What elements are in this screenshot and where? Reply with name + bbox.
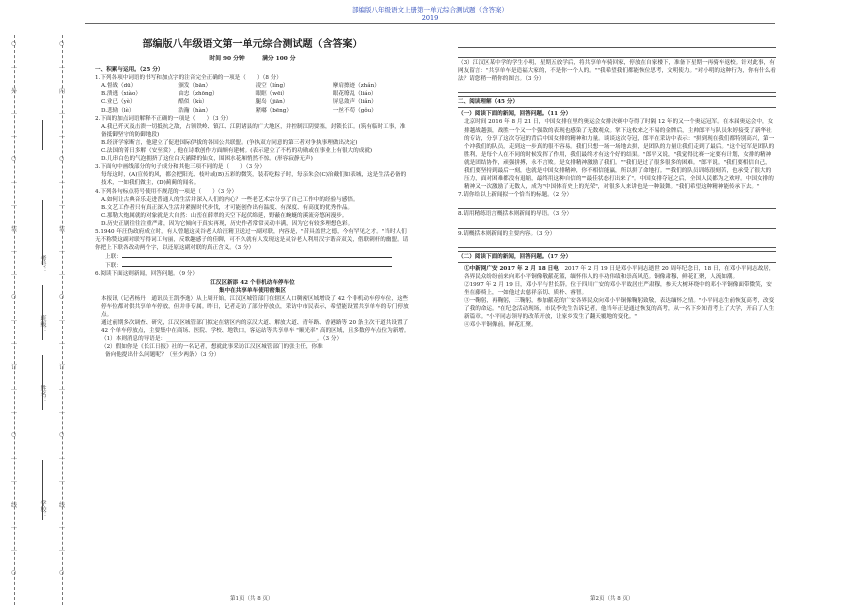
seal-glyph: … bbox=[59, 178, 65, 185]
seal-glyph: 装 bbox=[59, 226, 66, 233]
question-9: 9.请概括本则新闻的主要内容。（3 分） bbox=[458, 230, 556, 237]
option: 眼眶（wēi） bbox=[255, 91, 288, 98]
seal-glyph: … bbox=[11, 63, 17, 70]
seal-glyph: … bbox=[59, 109, 65, 116]
seal-glyph: … bbox=[59, 247, 65, 254]
seal-glyph: … bbox=[11, 546, 17, 553]
page-footer-left: 第1页（共 8 页） bbox=[230, 596, 274, 602]
reading-1-article: 北京时间 2016 年 8 月 21 日，中国女排在里约奥运会女排决赛中夺得了时隔 12 年的又一个奥运冠军。在本届奥运会中，女排越战越强，战胜一个又一个强敌的表现也感染了无数观众。掌下这枚来之不易的金牌后，主帅郎平与队员朱婷接受了新华社的专访，分享了这次夺冠的背后中国女排的精神和力量。谈谈这次夺冠，郎平在采访中表示："拼到现在我们都特别高兴，第一个冲我们的队员，走到这一步真的很不容易。我们只想一场一场地去拼，是团队的力量让我们走到了最后。"这个冠军是团队的胜利，是每个人在不同的时候发挥了作用，我们最终才有这个好的结果。"郎平又说，"我觉得比赛一定要有计划，女排的精神就是团结协作，顽强拼搏，永不言败。是女排精神激励了我们。""我们是过了很多很多的困难。"郎平说。"我们要相信自己，我们要坚持到最后一刻，也就是中国女排精神，你不相信能赢，所以拼了命地打。""我们的队员训练很刻苦，也承受了很大的压力，面对困难都没有退缩，最终用这种自信的""最佳状态打出来了"。中国女排夺冠之后，全国人民都为之欢呼。中国女排的精神又一次激励了无数人，成为"中国体育史上的光荣"，对很多人来讲也是一种鼓舞。"我们希望这种精神能传承下去。" bbox=[464, 119, 775, 191]
seal-glyph: ○ bbox=[59, 431, 65, 438]
option: 摩肩擦迹（zhǎn） bbox=[332, 83, 380, 90]
option: 紧嘟（bēng） bbox=[255, 107, 292, 114]
couplet-lower-row bbox=[95, 261, 410, 270]
question-7: 7.请你给以上新闻拟一个恰当的标题。（2 分） bbox=[458, 192, 573, 199]
news-headline: 江汉区新添 42 个非机动车停车位 bbox=[210, 279, 295, 286]
reading-2-paragraph-4: ④邓小平铜像前，鲜花汇聚。 bbox=[464, 322, 537, 329]
seal-glyph: … bbox=[59, 316, 65, 323]
seal-glyph: ○ bbox=[59, 293, 65, 300]
name-label: 姓名： bbox=[39, 385, 46, 403]
school-line bbox=[42, 460, 43, 520]
seal-glyph: … bbox=[59, 63, 65, 70]
question-8: 8.请用精练语言概括本则新闻的导语。（3 分） bbox=[458, 211, 573, 218]
paper-title: 部编版八年级语文第一单元综合测试题（含答案） bbox=[142, 39, 363, 50]
seal-glyph: … bbox=[11, 270, 17, 277]
seal-glyph: ○ bbox=[11, 40, 17, 47]
exam-number-label: 考号： bbox=[39, 255, 46, 273]
option: 腿岛（jiān） bbox=[255, 99, 289, 106]
seal-glyph: ○ bbox=[11, 431, 17, 438]
answer-line[interactable] bbox=[458, 84, 776, 93]
option: 眼花缭乱（liáo） bbox=[332, 91, 377, 98]
q2-option-b: B.经济学家断言，他建立了促进国际伊拔的各国公共联盟。(争执双方同意的第三者对争执事理做出决定) bbox=[101, 139, 358, 146]
reading-1-heading: （一）阅读下面的新闻，回答问题。（11 分） bbox=[458, 111, 572, 118]
header-year: 2019 bbox=[421, 14, 439, 22]
seal-glyph: … bbox=[59, 523, 65, 530]
seal-glyph: … bbox=[11, 523, 17, 530]
question-2: 2.下面的加点词语解释不正确的一项是（ ）（3 分） bbox=[95, 115, 232, 122]
seal-glyph: ○ bbox=[59, 40, 65, 47]
option: 由忠（zhōng） bbox=[178, 91, 218, 98]
option: 凌空（líng） bbox=[255, 83, 289, 90]
class-label: 班级： bbox=[39, 315, 46, 333]
seal-glyph: 内 bbox=[59, 88, 66, 95]
exam-number-line bbox=[42, 200, 43, 265]
reading-2-paragraph-3: ③一鞠躬，再鞠躬，三鞠躬，参加献花的广安各界民众向邓小平铜像鞠躬致敬，表达缅怀之情。"小平同志生前恢复高考，改变了我的命运。"在纪念活动现场，市民李先生告诉记者，他当年正是通过恢复的高考，从一名下乡知青考上了大学，开启了人生新篇章。"小平同志领导的改革开放，让家乡发生了翻天覆地的变化。" bbox=[464, 298, 775, 321]
answer-line[interactable] bbox=[458, 39, 776, 48]
option: 颁发（bān） bbox=[178, 83, 212, 90]
question-6: 6.阅读下面这则新闻，回答问题。（9 分） bbox=[95, 271, 198, 278]
question-4: 4.下列各句标点符号使用不规范的一项是（ ）（3 分） bbox=[95, 188, 238, 195]
q2-option-c: C.法国的菁日多解（安至赏）, 他在诗歌创作方面颇有建树。(表示建立了不朽的功勋或在事业上有很大的成就) bbox=[101, 148, 373, 155]
header-text bbox=[0, 6, 860, 22]
option: B.溃逃（xiào） bbox=[101, 91, 141, 98]
q6-subquestion-2-cont: 备向他提出什么问题呢？（至少两条）（3 分） bbox=[105, 352, 220, 359]
q3-passage: 每每这时，(A)宣传的风，都会把阳光、枝叶或(B)五彩的微笑，装若吃粽子时，每亲朱会(C)治戴们如表城，这是生活必备的技术，一如我们做主，(D)蔺蔺的闻名。 bbox=[101, 172, 407, 187]
name-line bbox=[42, 355, 43, 410]
seal-glyph: … bbox=[59, 385, 65, 392]
question-3: 3.下面句中画线部分的句子成分和其他三项不同的是（ ）（3 分） bbox=[95, 164, 266, 171]
seal-glyph: … bbox=[11, 454, 17, 461]
header-rule bbox=[85, 23, 775, 24]
question-1: 1.下列各项中词语的书写和加点字的注音完全正确的一项是（ ）（8 分） bbox=[95, 75, 282, 82]
news-paragraph-1: 本报讯（记者杨丹 通讯员王凯李逸）从上周开始，江汉区城管部门在辖区人口稠密区域增设了 42 个非机动车停车位，这些停车位都对供共享单车停放，但并非专属。昨日，记者走访了部分停放点，采访中市民表示，希望能设置共享单车的专门停放点。 bbox=[101, 295, 409, 318]
seal-glyph: … bbox=[59, 201, 65, 208]
seal-glyph: … bbox=[59, 454, 65, 461]
seal-glyph: ○ bbox=[59, 569, 65, 576]
q4-option-b: B.文艺工作者只有真正深入生活并紧握时代步伐，才可能创作出有温度、有深度、有高度的优秀作品。 bbox=[101, 204, 354, 211]
seal-glyph: … bbox=[11, 316, 17, 323]
reading-2-paragraph-2: ②1997 年 2 月 19 日，邓小平与世长辞。位于四川广安的邓小平故居庄严肃穆，参天大树环绕中的邓小平铜像面带微笑，安坐在藤椅上，一如他过去慈祥亲切、质朴、睿智。 bbox=[464, 281, 772, 296]
couplet-upper-answer-line[interactable] bbox=[122, 252, 392, 258]
seal-glyph: … bbox=[59, 546, 65, 553]
q1-options-row-d bbox=[95, 107, 410, 115]
q2-option-d: D.几串白色的气泡拥挤了这位白天涵降的仙女，围困水花厢悄然不惊。(形容寂静无声) bbox=[101, 156, 313, 163]
seal-glyph: … bbox=[11, 339, 17, 346]
answer-line[interactable] bbox=[458, 200, 776, 209]
seal-glyph: … bbox=[11, 247, 17, 254]
reading-2-heading: （二）阅读下面的新闻，回答问题。（17 分） bbox=[458, 251, 776, 263]
page-footer-right: 第2页（共 8 页） bbox=[590, 596, 634, 602]
seal-glyph: 订 bbox=[11, 364, 18, 371]
paper-meta: 时间 90 分钟 满分 100 分 bbox=[209, 56, 296, 62]
margin-field-line bbox=[42, 120, 43, 150]
q4-option-a: A.如何让古典音乐走进普通人的生活并深入人们的内心？一些老艺术宗分享了自己工作中的经验与感悟。 bbox=[101, 196, 359, 203]
school-label: 学校： bbox=[39, 500, 46, 518]
couplet-upper-label: 上联： bbox=[105, 254, 122, 261]
seal-glyph: … bbox=[11, 109, 17, 116]
q4-option-d: D.历史正剧往往注重严肃，因为它倾向于真实再现，历史作者常常灵动丰满，因为它有较多理想色彩。 bbox=[101, 220, 354, 227]
seal-glyph: ○ bbox=[11, 569, 17, 576]
seal-glyph: 线 bbox=[11, 502, 18, 509]
question-5: 5.1940 年汪伪政府成立时，有人曾题这灵谷老人给汪精卫送过一副对联，内容是，"昔具盖世之德，今有罕见之才。"当时人们无不称赞这副对联写得词工句丽，反歌趣感子的佳聊，可不久就有人发现这是灵谷老人利用汉字谐音双关，借联刺杆的幽盟。请你把上下联各改动两个字，以还原这副对联的真正含义。（3 分） bbox=[95, 228, 409, 252]
seal-glyph: ○ bbox=[11, 155, 17, 162]
news-paragraph-2: 通过前期多次调查、研究，江汉区城管部门拟定在辖区内的京汉大道、解放大道、青年路、香港路等 20 条主次干道共设置了 42 个单车停放点，主要集中在商场、医院、学校、地铁口，客运站等共享单车 "顺光率" 高的区域，且多数停车点位为新增。 bbox=[101, 320, 410, 335]
seal-glyph: 线 bbox=[59, 502, 66, 509]
seal-glyph: ○ bbox=[59, 155, 65, 162]
seal-glyph: … bbox=[11, 132, 17, 139]
option: 浩瀚（hàn） bbox=[178, 107, 212, 114]
right-column bbox=[458, 38, 776, 329]
seal-glyph: … bbox=[59, 270, 65, 277]
couplet-lower-answer-line[interactable] bbox=[122, 261, 392, 267]
q1-options-row-a bbox=[95, 82, 410, 90]
couplet-upper-row bbox=[95, 252, 410, 261]
seal-glyph: … bbox=[11, 385, 17, 392]
option: 一丝不苟（gǒu） bbox=[332, 107, 377, 114]
option: D.悲恸（lè） bbox=[101, 107, 135, 114]
q1-options-row-c bbox=[95, 98, 410, 106]
couplet-lower-label: 下联： bbox=[105, 263, 122, 270]
left-column bbox=[95, 38, 410, 359]
news-lead-text: 2017 年 2 月 19 日是邓小平同志逝世 20 周年纪念日，18 日，在邓小平同志故居，各界民众纷纷前来向邓小平铜像敬献花篮，缅怀伟人的丰功伟绩和崇高风范。铜像肃穆，鲜花汇聚，人流如潮。 bbox=[464, 265, 775, 280]
header-title: 部编版八年级语文上册第一单元综合测试题（含答案） bbox=[352, 6, 508, 14]
seal-glyph: 装 bbox=[11, 226, 18, 233]
seal-glyph: 订 bbox=[59, 364, 66, 371]
reading-2-paragraph-1 bbox=[458, 265, 776, 281]
seal-glyph: … bbox=[11, 408, 17, 415]
class-line bbox=[42, 285, 43, 340]
answer-line[interactable] bbox=[458, 239, 776, 248]
seal-glyph: … bbox=[59, 408, 65, 415]
q1-options-row-b bbox=[95, 90, 410, 98]
news-subheadline: 集中在共享单车使用密集区 bbox=[218, 287, 287, 294]
option: 酷似（kù） bbox=[178, 99, 208, 106]
q4-option-c: C.那勒大炮属就的对象就是大自然：山峦在薛翠的天空下起伏绵延，野蔽在蜿蜒的溪流旁悠闲漫步。 bbox=[101, 212, 348, 219]
section-1-heading: 一、积累与运用。（25 分） bbox=[95, 67, 164, 74]
answer-line[interactable] bbox=[458, 49, 776, 58]
seal-glyph: … bbox=[59, 477, 65, 484]
q2-option-a: A.我已歼灭及击溃一切抵抗之敌，占领铁岭、镇江、江阴诸县的广大地区，并控制江阴要塞，封锁长江。(筑有临时工事，准备抵御坚守的防御地段) bbox=[101, 123, 406, 138]
section-2-heading: 二、阅读理解（45 分） bbox=[458, 96, 776, 108]
seal-glyph: … bbox=[59, 339, 65, 346]
option: C.业已（yè） bbox=[101, 99, 136, 106]
option: 屏息敛声（liǎn） bbox=[332, 99, 377, 106]
seal-glyph: … bbox=[59, 132, 65, 139]
news-dateline: ①中新网广安 2017 年 2 月 18 日电 bbox=[464, 265, 559, 272]
q6-subquestion-3: （3）江汉区某中学的学生小明，星期五放学后，将共享单车骑回家，停放在自家楼下，准备下星期一再骑车返校。针对此事，有网友留言："共享单车是造福大家的，不是你一个人的。""我希望我们都能恢位思考，文明使力。"对小明的这种行为，你有什么看法？请您稍一稍你的图言。（3 分） bbox=[458, 60, 776, 83]
q6-subquestion-1: （1）本则消息的导语是：______________________________________________________。（3 分） bbox=[101, 336, 343, 343]
seal-glyph: … bbox=[11, 477, 17, 484]
seal-glyph: … bbox=[11, 178, 17, 185]
seal-glyph: ○ bbox=[11, 293, 17, 300]
q6-subquestion-2: （2）假如你是《长江日报》社的一名记者，想就此事采访江汉区城管部门的张主任，你准 bbox=[101, 344, 323, 351]
answer-line[interactable] bbox=[458, 220, 776, 229]
option: A.督战（dū） bbox=[101, 83, 137, 90]
seal-glyph: 外 bbox=[11, 88, 18, 95]
seal-glyph: … bbox=[11, 201, 17, 208]
